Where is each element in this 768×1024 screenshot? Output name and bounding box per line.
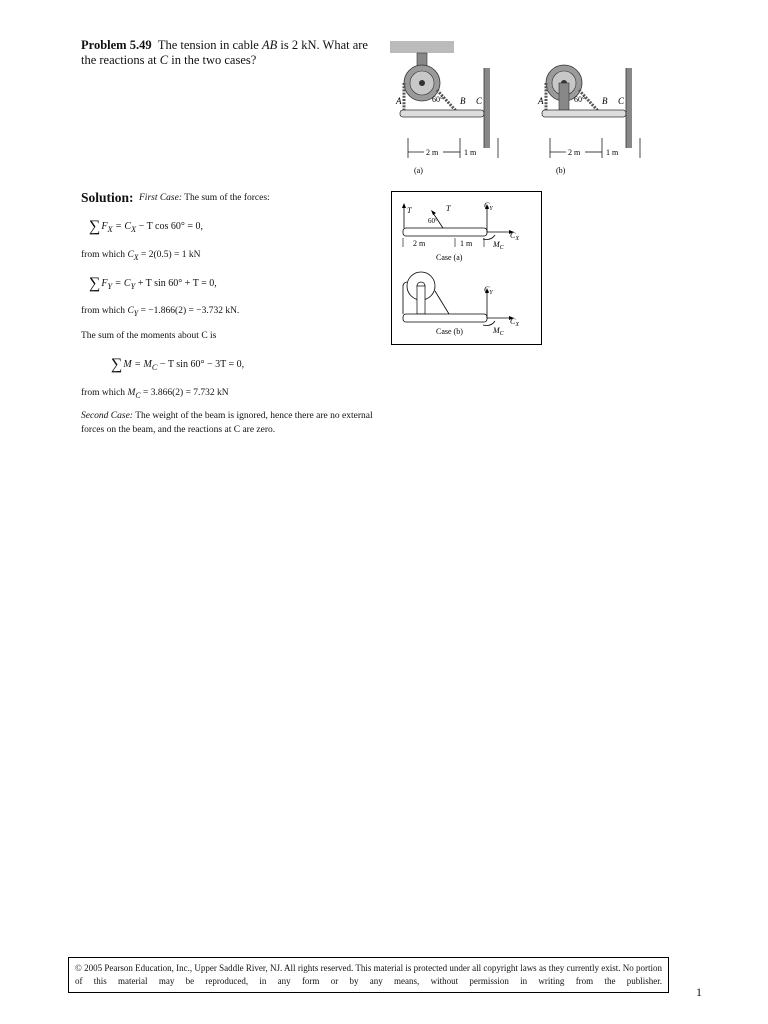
case-b-point-c: C (618, 96, 625, 106)
fbd-a-mc: $M_C$ (493, 240, 504, 251)
page-number: 1 (696, 985, 702, 999)
case-b-caption: (b) (556, 166, 566, 175)
case-b-dim-2m: 2 m (568, 148, 581, 157)
fbd-a-t2: T (446, 204, 451, 213)
equation-sum-fx: $\sum F_X = C_X - T$ cos 60° = 0, (89, 218, 203, 235)
fbd-a-cy: $C_Y$ (484, 201, 493, 212)
case-a-caption: (a) (414, 166, 423, 175)
case-a-dim-1m: 1 m (464, 148, 477, 157)
moments-text: The sum of the moments about C is (81, 331, 217, 341)
case-b-dim-1m: 1 m (606, 148, 619, 157)
fbd-a-dim-1m: 1 m (460, 239, 473, 248)
equation-sum-m: $\sum M = M_C - T$ sin 60° − 3T = 0, (111, 356, 245, 373)
problem-figure (390, 38, 650, 178)
case-a-point-c: C (476, 96, 483, 106)
case-a-dim-2m: 2 m (426, 148, 439, 157)
fbd-a-caption: Case (a) (436, 253, 463, 262)
problem-text-c: in the two cases? (168, 52, 257, 67)
case-b-point-b: B (602, 96, 608, 106)
case-a-point-b: B (460, 96, 466, 106)
case-b-figure (537, 65, 640, 175)
fbd-b-caption: Case (b) (436, 327, 463, 336)
problem-text-a: The tension in cable (157, 38, 262, 52)
fbd-b-cx: $C_X$ (510, 317, 520, 328)
solution-heading: Solution: (81, 190, 134, 205)
problem-cable: AB (261, 38, 278, 52)
problem-statement (81, 38, 381, 67)
problem-label: Problem 5.49 (81, 38, 152, 52)
fbd-b-cy: $C_Y$ (484, 285, 493, 296)
fbd-a-angle: 60° (428, 217, 438, 225)
result-mc: from which $M_C = 3.866(2) = 7.732$ kN (81, 388, 229, 400)
second-case-paragraph (81, 409, 381, 437)
fbd-b-mc: $M_C$ (493, 326, 504, 337)
second-case-text: The weight of the beam is ignored, hence there are no external forces on the beam, and the reactions at C are zero. (81, 411, 373, 435)
first-case-label: First Case: (139, 193, 183, 203)
fbd-a-dim-2m: 2 m (413, 239, 426, 248)
result-cx: from which $C_X = 2(0.5) = 1$ kN (81, 250, 201, 262)
free-body-diagram (391, 191, 542, 345)
first-case-text: The sum of the forces: (182, 193, 270, 203)
second-case-label: Second Case: (81, 411, 133, 421)
case-b-point-a: A (538, 96, 544, 106)
equation-sum-fy: $\sum F_Y = C_Y + T$ sin 60° + T = 0, (89, 275, 217, 292)
fbd-a-t1: T (407, 206, 412, 215)
case-a-figure (390, 41, 498, 175)
result-cy: from which $C_Y = -1.866(2) = -3.732$ kN. (81, 306, 240, 318)
case-b-angle: 60° (574, 95, 586, 104)
problem-point: C (159, 52, 169, 67)
fbd-a-cx: $C_X$ (510, 231, 520, 242)
case-a-point-a: A (396, 96, 402, 106)
copyright-notice: © 2005 Pearson Education, Inc., Upper Saddle River, NJ. All rights reserved. This material is protected under all copyright laws as they currently exist. No portion of this material may be reproduced, in any form or by any means, without permission in writing from the publisher. (68, 957, 669, 993)
case-a-angle: 60° (432, 95, 444, 104)
problem-text-b: is 2 kN. What are the reactions at (81, 38, 368, 67)
first-case-intro (139, 193, 270, 203)
